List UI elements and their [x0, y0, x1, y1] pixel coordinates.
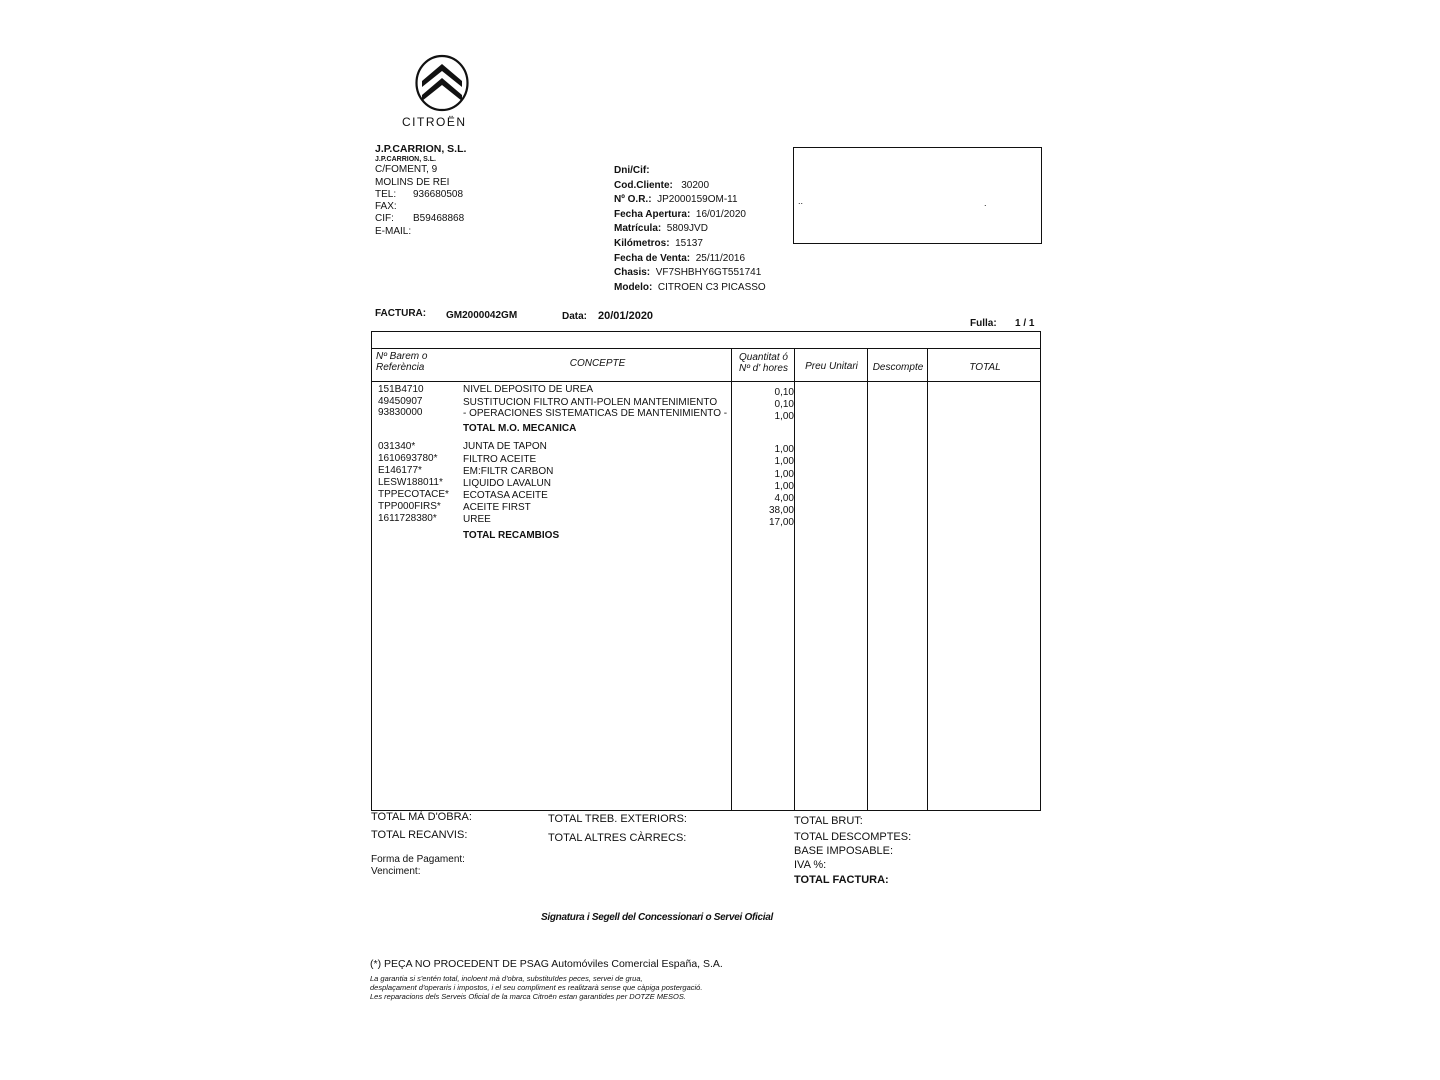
part-qty: 4,00	[774, 493, 794, 504]
part-concept: ACEITE FIRST	[463, 502, 531, 513]
company-contacts	[375, 189, 464, 238]
opening-date-value: 16/01/2020	[695, 208, 746, 220]
invoice-date-value: 20/01/2020	[598, 310, 654, 322]
part-ref: TPP000FIRS*	[378, 501, 441, 512]
km-value: 15137	[675, 237, 703, 249]
part-qty: 38,00	[768, 505, 794, 516]
cif-label: CIF:	[375, 213, 394, 225]
labour-qty: 0,10	[774, 399, 794, 410]
labour-qty: 0,10	[774, 387, 794, 398]
header-quantity-line2: Nº d' hores	[739, 363, 788, 374]
model-value: CITROEN C3 PICASSO	[657, 281, 766, 293]
warranty-line-2: desplaçament d'operaris i impostos, i el seu compliment es realitzarà sense que càpiga postergació.	[370, 983, 703, 992]
company-block	[375, 143, 466, 238]
header-unit-price: Preu Unitari	[805, 361, 858, 372]
part-ref: 1610693780*	[378, 453, 438, 464]
or-value: JP2000159OM-11	[657, 194, 738, 206]
page-label: Fulla:	[970, 318, 997, 329]
header-reference-line2: Referència	[376, 362, 425, 373]
chassis-value: VF7SHBHY6GT551741	[655, 267, 762, 279]
client-code-label: Cod.Cliente:	[614, 179, 673, 191]
total-gross-label: TOTAL BRUT:	[794, 815, 863, 827]
plate-label: Matrícula:	[614, 223, 662, 235]
invoice-date-label: Data:	[562, 311, 588, 322]
company-name-small: J.P.CARRION, S.L.	[375, 156, 436, 164]
fax-label: FAX:	[375, 201, 397, 213]
client-box-mark: .	[984, 198, 987, 208]
header-reference	[376, 351, 427, 373]
plate-value: 5809JVD	[666, 223, 708, 235]
labour-total-label: TOTAL M.O. MECANICA	[463, 423, 577, 434]
part-ref: TPPECOTACE*	[378, 489, 449, 500]
part-concept: JUNTA DE TAPON	[463, 441, 547, 452]
labour-ref: 93830000	[378, 407, 423, 418]
company-city: MOLINS DE REI	[375, 176, 450, 188]
part-concept: FILTRO ACEITE	[463, 454, 537, 465]
total-labour-label: TOTAL MÀ D'OBRA:	[371, 811, 472, 823]
company-street: C/FOMENT, 9	[375, 164, 438, 176]
part-ref: E146177*	[378, 465, 422, 476]
header-total: TOTAL	[969, 362, 1001, 373]
citroen-logo-icon	[414, 54, 470, 112]
sale-date-label: Fecha de Venta:	[614, 252, 691, 264]
taxable-base-label: BASE IMPOSABLE:	[794, 845, 894, 857]
warranty-line-1: La garantia si s'entén total, incloent mà d'obra, substituïdes peces, servei de grua,	[370, 974, 643, 983]
total-other-label: TOTAL ALTRES CÀRRECS:	[548, 832, 687, 844]
table-header-divider	[371, 381, 1041, 382]
client-address-box	[793, 147, 1042, 244]
part-ref: 031340*	[378, 441, 416, 452]
part-qty: 1,00	[774, 469, 794, 480]
part-qty: 1,00	[774, 481, 794, 492]
warranty-line-3: Les reparacions dels Serveis Oficial de la marca Citroën estan garantides per DOTZE MESOS.	[370, 992, 686, 1001]
parts-total-label: TOTAL RECAMBIOS	[463, 530, 560, 541]
company-name: J.P.CARRION, S.L.	[375, 143, 467, 155]
total-external-label: TOTAL TREB. EXTERIORS:	[548, 813, 687, 825]
invoice-number-label: FACTURA:	[375, 308, 427, 319]
header-reference-line1: Nº Barem o	[376, 351, 428, 362]
total-parts-label: TOTAL RECANVIS:	[371, 829, 468, 841]
col-divider-price	[794, 348, 795, 811]
fax-value	[413, 201, 464, 213]
tel-value: 936680508	[413, 188, 464, 200]
payment-method-label: Forma de Pagament:	[371, 854, 465, 865]
chassis-label: Chasis:	[614, 267, 651, 279]
header-quantity	[733, 352, 794, 374]
tel-label: TEL:	[375, 188, 397, 200]
opening-date-label: Fecha Apertura:	[614, 208, 691, 220]
dni-label: Dni/Cif:	[614, 165, 650, 176]
col-divider-qty	[731, 348, 732, 811]
email-label: E-MAIL:	[375, 225, 412, 237]
email-value	[413, 226, 464, 238]
due-date-label: Venciment:	[371, 866, 421, 877]
vehicle-info	[614, 164, 766, 295]
page-value: 1 / 1	[1015, 318, 1035, 329]
model-label: Modelo:	[614, 281, 653, 293]
or-label: Nº O.R.:	[614, 194, 652, 206]
labour-qty: 1,00	[774, 411, 794, 422]
total-discounts-label: TOTAL DESCOMPTES:	[794, 831, 912, 843]
header-concept: CONCEPTE	[569, 358, 626, 369]
part-concept: UREE	[463, 514, 491, 525]
warranty-text	[370, 974, 702, 1001]
client-code-value: 30200	[681, 179, 710, 191]
cif-value: B59468868	[413, 213, 465, 225]
table-top-divider	[371, 348, 1041, 349]
part-concept: ECOTASA ACEITE	[463, 490, 548, 501]
part-qty: 1,00	[774, 456, 794, 467]
header-discount: Descompte	[872, 362, 924, 373]
labour-ref: 49450907	[378, 396, 423, 407]
signature-caption: Signatura i Segell del Concessionari o Servei Oficial	[541, 912, 773, 923]
part-ref: LESW188011*	[378, 477, 443, 488]
labour-concept: - OPERACIONES SISTEMATICAS DE MANTENIMIENTO -	[463, 408, 728, 419]
part-qty: 1,00	[774, 444, 794, 455]
labour-concept: SUSTITUCION FILTRO ANTI-POLEN MANTENIMIENTO	[463, 397, 718, 408]
labour-ref: 151B4710	[378, 384, 424, 395]
part-ref: 1611728380*	[378, 513, 437, 524]
labour-concept: NIVEL DEPOSITO DE UREA	[463, 384, 594, 395]
header-quantity-line1: Quantitat ó	[739, 352, 788, 363]
brand-name: CITROËN	[402, 115, 467, 129]
client-box-marks: ..	[798, 196, 804, 206]
invoice-number-value: GM2000042GM	[446, 310, 518, 321]
col-divider-discount	[867, 348, 868, 811]
invoice-total-label: TOTAL FACTURA:	[794, 874, 889, 886]
part-concept: LIQUIDO LAVALUN	[463, 478, 551, 489]
vat-label: IVA %:	[794, 859, 827, 871]
col-divider-total	[927, 348, 928, 811]
sale-date-value: 25/11/2016	[695, 252, 746, 264]
km-label: Kilómetros:	[614, 237, 670, 249]
part-qty: 17,00	[768, 517, 794, 528]
non-psag-part-note: (*) PEÇA NO PROCEDENT DE PSAG Automóviles Comercial España, S.A.	[370, 958, 723, 970]
part-concept: EM:FILTR CARBON	[463, 466, 554, 477]
